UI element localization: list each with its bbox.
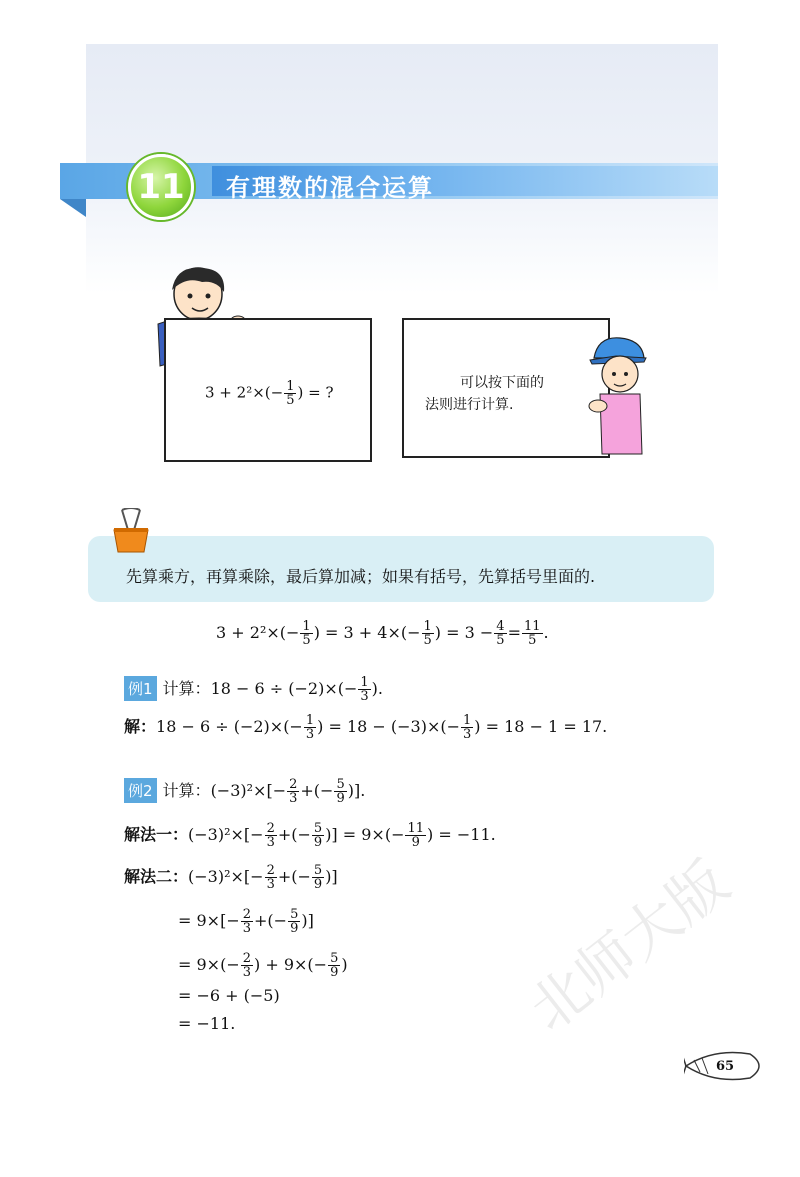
numerator: 1 — [302, 619, 311, 634]
numerator: 5 — [313, 821, 323, 836]
denominator: 9 — [330, 965, 339, 980]
board-text-line2: 法则进行计算. — [425, 397, 514, 413]
board-question-equation — [205, 380, 333, 407]
fraction — [265, 822, 277, 849]
boy-illustration-right — [586, 334, 658, 464]
eq-part: +(− — [277, 867, 311, 886]
denominator: 5 — [423, 633, 432, 648]
fraction — [265, 864, 277, 891]
fraction — [334, 778, 346, 805]
denominator: 3 — [266, 835, 275, 850]
fraction — [422, 620, 434, 647]
numerator: 11 — [523, 619, 541, 634]
eq-part: . — [543, 623, 549, 642]
denominator: 5 — [302, 633, 311, 648]
denominator: 3 — [305, 727, 315, 742]
publisher-watermark: 北师大版 — [516, 847, 742, 1045]
eq-part: )]. — [347, 781, 366, 800]
eq-part: = — [507, 623, 521, 642]
eq-part: ) = 3 − — [434, 623, 494, 642]
example2-method2-line1 — [124, 864, 338, 891]
method1-label: 解法一： — [124, 825, 189, 844]
eq-part: (−3)²×[− — [188, 825, 264, 844]
eq-part: )] = 9×(− — [325, 825, 405, 844]
binder-clip-icon — [110, 508, 152, 554]
fraction — [241, 952, 253, 979]
denominator: 3 — [242, 921, 252, 936]
fraction — [288, 908, 300, 935]
numerator: 5 — [336, 777, 345, 792]
eq-part: )] — [301, 911, 314, 930]
page-number: 65 — [716, 1059, 735, 1074]
fraction — [312, 822, 324, 849]
fraction — [405, 822, 426, 849]
calc-label: 计算： — [162, 679, 211, 698]
eq-part: = 9×(− — [178, 955, 240, 974]
eq-part: ) = 3 + 4×(− — [313, 623, 421, 642]
chapter-number-badge: 11 — [128, 154, 194, 220]
fraction — [494, 620, 506, 647]
numerator: 5 — [313, 863, 323, 878]
fraction — [522, 620, 543, 647]
example2-question — [124, 778, 365, 805]
eq-part: 18 − 6 ÷ (−2)×(− — [210, 679, 358, 698]
numerator: 5 — [330, 951, 339, 966]
eq-part: ) + 9×(− — [254, 955, 328, 974]
fraction — [304, 714, 316, 741]
denominator: 3 — [242, 965, 252, 980]
denominator: 5 — [496, 633, 505, 648]
eq-part: )] — [325, 867, 338, 886]
fraction — [287, 778, 299, 805]
numerator: 1 — [305, 713, 315, 728]
method2-label: 解法二： — [124, 867, 189, 886]
eq-part: ). — [371, 679, 383, 698]
denominator: 3 — [360, 689, 369, 704]
eq-part: ) = ? — [297, 383, 334, 402]
numerator: 1 — [463, 713, 472, 728]
denominator: 9 — [290, 921, 299, 936]
fraction — [300, 620, 312, 647]
denominator: 9 — [411, 835, 420, 850]
chapter-title: 有理数的混合运算 — [226, 174, 434, 202]
denominator: 9 — [313, 835, 323, 850]
example2-method2-line5: = −11. — [178, 1014, 236, 1033]
fraction — [461, 714, 473, 741]
denominator: 3 — [266, 877, 275, 892]
numerator: 4 — [496, 619, 505, 634]
example2-label: 例2 — [124, 778, 157, 803]
example1-label: 例1 — [124, 676, 157, 701]
denominator: 9 — [313, 877, 323, 892]
numerator: 5 — [290, 907, 299, 922]
example2-method2-line2 — [178, 908, 314, 935]
example2-method2-line4: = −6 + (−5) — [178, 986, 280, 1005]
eq-part: +(− — [254, 911, 288, 930]
numerator: 11 — [407, 821, 425, 836]
eq-part: (−3)²×[− — [210, 781, 287, 800]
fraction — [284, 380, 296, 407]
banner-fold — [60, 199, 86, 217]
eq-part: 3 + 2²×(− — [205, 383, 284, 402]
board-text-line1: 可以按下面的 — [460, 375, 544, 391]
solution-label: 解： — [124, 717, 157, 736]
numerator: 2 — [266, 821, 275, 836]
numerator: 2 — [242, 951, 252, 966]
numerator: 2 — [289, 777, 298, 792]
numerator: 2 — [242, 907, 252, 922]
intro-equation — [216, 620, 549, 647]
numerator: 2 — [266, 863, 275, 878]
numerator: 1 — [423, 619, 432, 634]
rule-tip-text: 先算乘方，再算乘除，最后算加减；如果有括号，先算括号里面的. — [126, 567, 596, 586]
eq-part: (−3)²×[− — [188, 867, 264, 886]
eq-part: 3 + 2²×(− — [216, 623, 300, 642]
denominator: 9 — [336, 791, 345, 806]
eq-part: ) = 18 − (−3)×(− — [317, 717, 461, 736]
numerator: 1 — [286, 379, 295, 394]
example2-method2-line3 — [178, 952, 348, 979]
example1-solution — [124, 714, 607, 741]
denominator: 5 — [528, 633, 537, 648]
fraction — [312, 864, 324, 891]
denominator: 5 — [286, 393, 295, 408]
example1-question — [124, 676, 383, 703]
eq-part: +(− — [277, 825, 311, 844]
eq-part: ) — [341, 955, 348, 974]
numerator: 1 — [360, 675, 369, 690]
example2-method1 — [124, 822, 496, 849]
eq-part: 18 − 6 ÷ (−2)×(− — [156, 717, 303, 736]
fraction — [358, 676, 370, 703]
calc-label: 计算： — [162, 781, 211, 800]
denominator: 3 — [289, 791, 298, 806]
eq-part: +(− — [300, 781, 334, 800]
fraction — [328, 952, 340, 979]
eq-part: ) = 18 − 1 = 17. — [474, 717, 608, 736]
fraction — [241, 908, 253, 935]
eq-part: ) = −11. — [427, 825, 496, 844]
denominator: 3 — [463, 727, 472, 742]
eq-part: = 9×[− — [178, 911, 240, 930]
